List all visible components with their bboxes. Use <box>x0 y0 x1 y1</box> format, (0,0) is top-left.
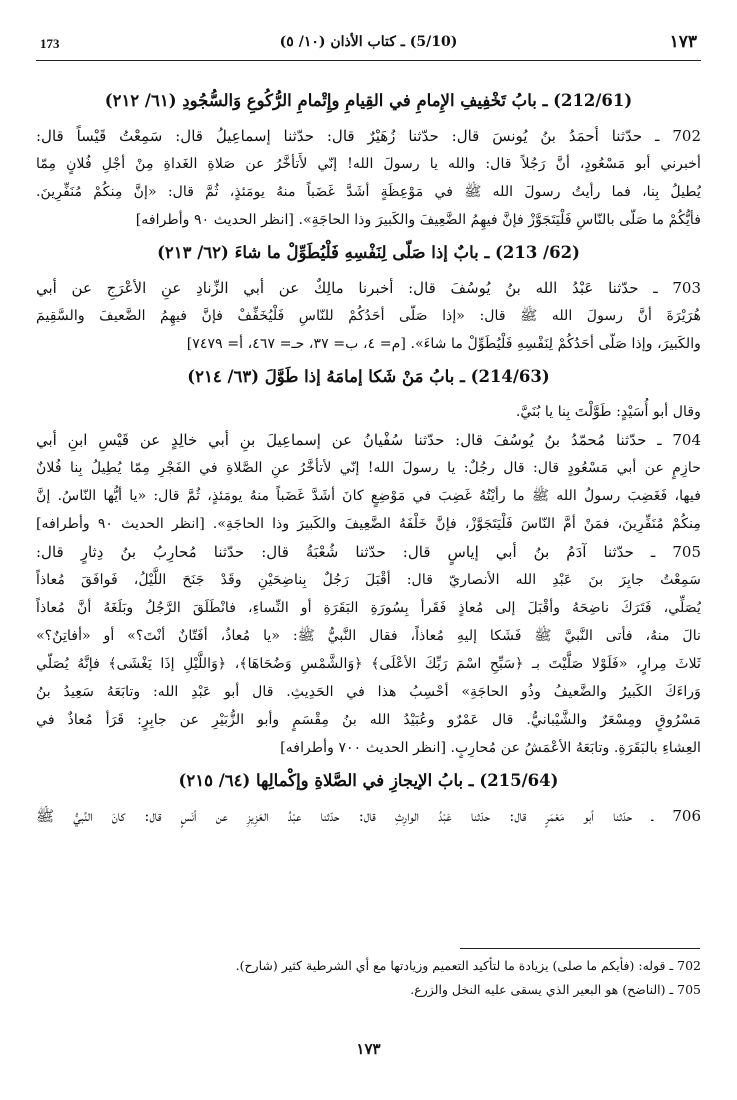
page-number-arabic: ١٧٣ <box>669 32 697 52</box>
hadith-line: وَراءَكَ الكَبيرُ والضَّعيفُ وذُو الحاجَةِ» أحْسِبُ هذا في الحَدِيثِ. قال أبو عَبْدِ الله: وتابَعَهُ سَعِيدُ بنُ <box>36 684 701 700</box>
hadith-line: يُطيلُ بِنا، فما رأيتُ رسولَ الله ﷺ في مَوْعِظَةٍ أشَدَّ غَضَباً منهُ يومَئذٍ، ثُمَّ قال: «إنَّ مِنكُمْ مُنَفِّرِينَ. <box>36 184 701 200</box>
hadith-line: فأيُّكُمْ ما صَلّى بالنّاسِ فَلْيَتَجَوَّزْ فإنَّ فيهِمُ الضَّعِيفَ والكَبيرَ وذا الحاجَةِ». [انظر الحديث ٩٠ وأطرافه] <box>135 212 701 228</box>
hadith-line: مَسْرُوقٍ ومِسْعَرٌ والشَّيْبانيُّ. قال عَمْرٌو وعُبَيْدُ الله بنُ مِقْسَمٍ وأبو الزُّبَيْرِ عن جابِرٍ: قَرَأ مُعاذٌ في <box>36 712 701 728</box>
footnote-rule <box>460 948 700 949</box>
hadith-line: 706 ـ حدّثنا أبو مَعْمَرٍ قال: حدّثنا عَبْدُ الوارِثِ قال: حدّثنا عبْدُ العَزِيزِ عن أنَسٍ قال: كانَ النَّبيُّ ﷺ <box>36 807 701 825</box>
hadith-line: فيها، فَغَضِبَ رسولُ الله ﷺ ما رأيْتُهُ غَضِبَ في مَوْضِعٍ كانَ أشَدَّ غَضَباً منهُ يومَئذٍ، ثُمَّ قال: «يا أيُّها النّاسُ. إنَّ <box>36 488 701 504</box>
hadith-line: 702 ـ حدّثنا أحمَدُ بنُ يُونسَ قال: حدّثنا زُهَيْرٌ قال: حدّثنا إسماعِيلُ قال: سَمِعْتُ قَيْساً قال: <box>36 127 701 145</box>
chapter-heading: (62/ 213) ـ بابٌ إذا صَلّى لِنَفْسِهِ فَلْيُطَوِّلْ ما شاءَ (٦٢/ ٢١٣) <box>157 243 580 262</box>
hadith-line: حازِمٍ عن أبي مَسْعُودٍ قال: قال رجُلٌ: يا رسولَ الله! إنّي لأتأخَّرُ عنِ الصَّلاةِ في الفَجْرِ مِمّا يُطِيلُ بِنا فُلانٌ <box>36 460 701 476</box>
header-rule <box>36 60 701 61</box>
footnote: 705 ـ (الناضح) هو البعير الذي يسقى عليه النخل والزرع. <box>410 982 701 997</box>
hadith-line: يُصَلِّي، فَتَرَكَ ناضِحَهُ وأقْبَلَ إلى مُعاذٍ فَقَرأ بِسُورَةِ البَقَرَةِ أو النِّساءِ، فانْطَلَقَ الرَّجُلُ وبَلَغَهُ أنَّ مُعاذاً <box>36 600 701 616</box>
hadith-line: سَمِعْتُ جابِرَ بنَ عَبْدِ الله الأنصاريّ قال: أقْبَلَ رَجُلٌ بِناضِحَيْنِ وقَدْ جَنَحَ اللَّيْلُ، فَوافَقَ مُعاذاً <box>36 572 701 588</box>
hadith-line: والكَبيرَ، وإذا صَلّى أحَدُكُمْ لِنَفْسِهِ فَلْيُطَوِّلْ ما شاءَ». [م= ٤، ب= ٣٧، حـ= ٤٦٧، أ= ٧٤٧٩] <box>186 336 701 352</box>
running-title: (5/10) ـ كتاب الأذان (١٠/ ٥) <box>279 34 458 50</box>
hadith-line: هُرَيْرَةَ أنَّ رسولَ الله ﷺ قال: «إذا صَلّى أحَدُكُمْ للنّاسِ فَلْيُخَفِّفْ فإنَّ فيهِمُ الضَّعيفَ والسَّقِيمَ <box>36 308 701 324</box>
hadith-line: وقال أبو أُسَيْدٍ: طَوَّلْتَ بِنا يا بُنَيَّ. <box>515 404 701 420</box>
footer-page-number: ١٧٣ <box>356 1040 381 1058</box>
page-body <box>36 88 701 830</box>
hadith-line: العِشاءِ بالبَقَرَةِ. وتابَعَهُ الأعْمَشُ عن مُحارِبٍ. [انظر الحديث ٧٠٠ وأطرافه] <box>280 740 701 756</box>
footnote: 702 ـ قوله: (فأيكم ما صلى) يزيادة ما لتأكيد التعميم وزيادتها مع أي الشرطية كثير (شارح). <box>235 958 701 973</box>
hadith-line: 704 ـ حدّثنا مُحمّدُ بنُ يُوسُفَ قال: حدّثنا سُفْيانُ عن إسماعِيلَ بنِ أبي خالِدٍ عن قَيْسِ ابنِ أبي <box>36 431 701 449</box>
hadith-line: 705 ـ حدّثنا آدَمُ بنُ أبي إياسٍ قال: حدّثنا شُعْبَةُ قال: حدّثنا مُحارِبُ بنُ دِثارٍ قال: <box>36 543 701 561</box>
hadith-line: مِنكُمْ مُنَفِّرِينَ، فمَنْ أمَّ النّاسَ فَلْيَتَجَوَّزْ، فإنَّ خَلْفَهُ الضَّعِيفَ والكَبيرَ وذا الحاجَةِ». [انظر الحديث ٩٠ وأطرافه] <box>36 516 701 532</box>
hadith-line: أخبرني أبو مَسْعُودٍ، أنَّ رَجُلاً قال: والله يا رسولَ الله! إنّي لأَتأخَّرُ عن صَلاةِ الغَداةِ مِنْ أجْلِ فُلانٍ مِمّا <box>36 156 701 172</box>
chapter-heading: (212/61) ـ بابُ تَخْفِيفِ الإِمامِ في القِيامِ وإِتْمامِ الرُّكُوعِ وَالسُّجُودِ (٦١/ ٢١٢) <box>104 91 633 110</box>
chapter-heading: (214/63) ـ بابُ مَنْ شَكا إمامَهُ إذا طَوَّلَ (٦٣/ ٢١٤) <box>187 367 550 386</box>
page-header <box>40 30 697 56</box>
hadith-line: ثَلاثَ مِرارٍ، «فَلَوْلا صَلَّيْتَ بـ ﴿سَبِّحِ اسْمَ رَبِّكَ الأعْلَى﴾ ﴿وَالشَّمْسِ وَضُحَاهَا﴾، ﴿وَاللَّيْلِ إذَا يَغْشَى﴾ فإنَّهُ يُصَلّي <box>36 656 701 672</box>
hadith-line: نالَ منهُ، فأتى النَّبيَّ ﷺ فَشَكا إليهِ مُعاذاً، فقال النَّبيُّ ﷺ: «يا مُعاذُ، أفَتّانٌ أنْتَ؟» أو «أفاتِنٌ؟» <box>36 628 701 644</box>
hadith-line: 703 ـ حدّثنا عَبْدُ الله بنُ يُوسُفَ قال: أخبرنا مالِكٌ عن أبي الزِّنادِ عنِ الأعْرَجِ عن أبي <box>36 279 701 297</box>
chapter-heading: (215/64) ـ بابُ الإيجازِ في الصَّلاةِ وإكْمالِها (٦٤/ ٢١٥) <box>178 771 559 790</box>
page-number-latin: 173 <box>40 36 60 51</box>
